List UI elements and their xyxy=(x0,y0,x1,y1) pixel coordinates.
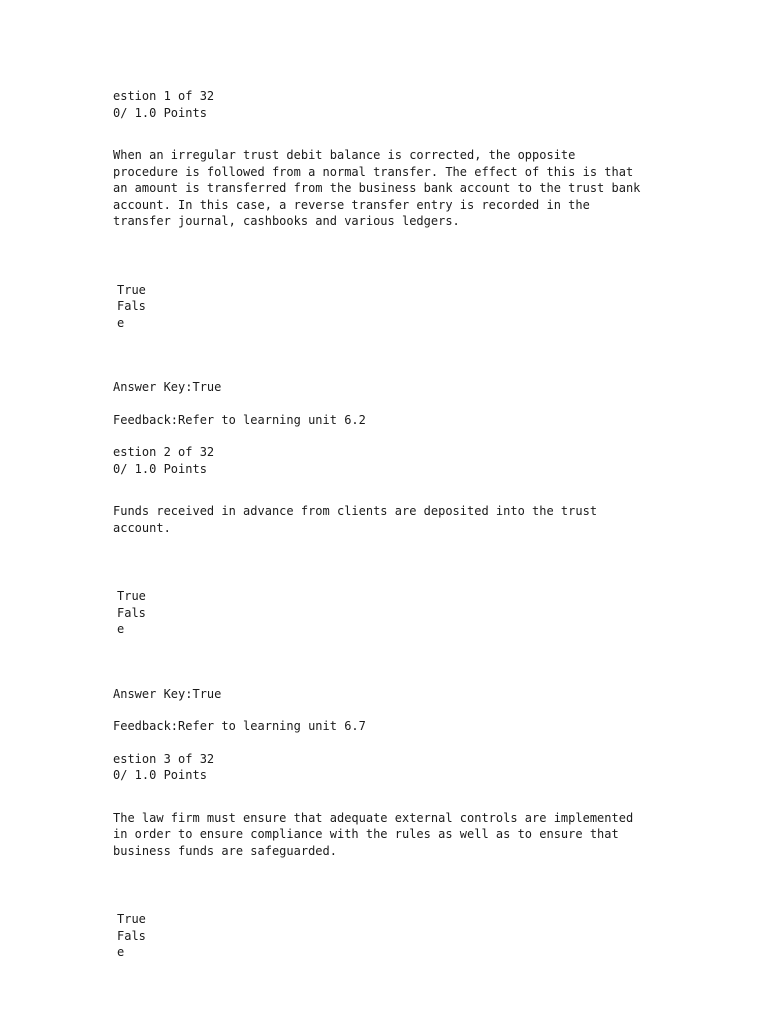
feedback: Feedback:Refer to learning unit 6.2 xyxy=(113,412,366,427)
question-number: estion 2 of 32 xyxy=(113,445,215,459)
option-true[interactable]: True xyxy=(117,912,146,926)
answer-key: Answer Key:True xyxy=(113,380,222,394)
question-block-3 xyxy=(113,751,653,961)
question-text: The law firm must ensure that adequate external controls are implemented in order to ensure compliance with the rules as well as to ensure that business funds are safeguarded. xyxy=(113,810,634,858)
feedback: Feedback:Refer to learning unit 6.7 xyxy=(113,719,366,733)
option-false[interactable]: False xyxy=(117,605,146,636)
question-points: 0/ 1.0 Points xyxy=(113,768,207,782)
answer-key: Answer Key:True xyxy=(113,686,222,701)
question-points: 0/ 1.0 Points xyxy=(113,461,207,476)
option-true[interactable]: True xyxy=(117,589,146,603)
question-number: estion 3 of 32 xyxy=(113,751,215,766)
question-points: 0/ 1.0 Points xyxy=(113,105,207,120)
option-true[interactable]: True xyxy=(117,282,146,297)
option-false[interactable]: False xyxy=(117,928,146,959)
question-number: estion 1 of 32 xyxy=(113,89,215,103)
question-block-2 xyxy=(113,444,653,751)
question-text: Funds received in advance from clients are deposited into the trust account. xyxy=(113,504,598,535)
question-block-1 xyxy=(113,88,653,444)
quiz-results-page xyxy=(113,88,653,961)
option-false[interactable]: False xyxy=(117,299,146,330)
question-text: When an irregular trust debit balance is corrected, the opposite procedure is followed from a normal transfer. The effect of this is that an amount is transferred from the business bank account to the trust bank account. In this case, a reverse transfer entry is recorded in the transfer journal, cashbooks and various ledgers. xyxy=(113,148,641,228)
